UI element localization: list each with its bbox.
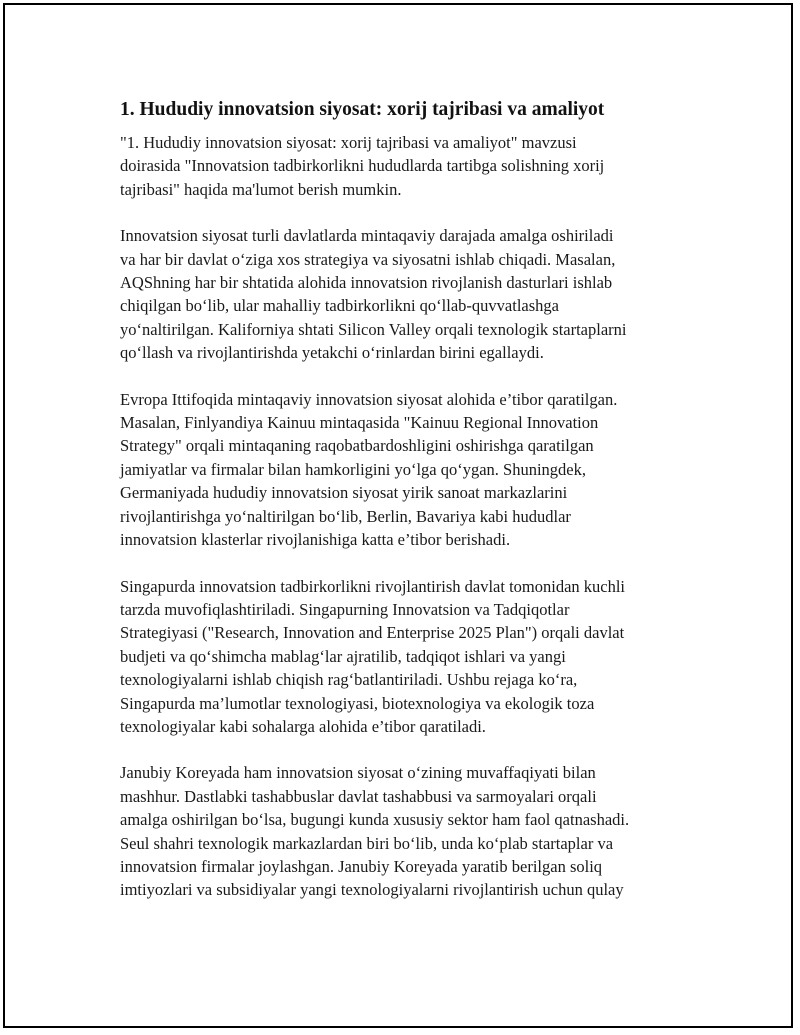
text-line: amalga oshirilgan bo‘lsa, bugungi kunda xususiy sektor ham faol qatnashadi. bbox=[120, 810, 630, 830]
document-content bbox=[120, 97, 695, 925]
text-line: texnologiyalarni ishlab chiqish rag‘batlantiriladi. Ushbu rejaga ko‘ra, bbox=[120, 670, 578, 690]
text-line: mashhur. Dastlabki tashabbuslar davlat tashabbusi va sarmoyalari orqali bbox=[120, 786, 597, 806]
paragraph-3 bbox=[120, 388, 695, 552]
text-line: Singapurda ma’lumotlar texnologiyasi, biotexnologiya va ekologik toza bbox=[120, 693, 595, 713]
text-line: rivojlantirishga yo‘naltirilgan bo‘lib, Berlin, Bavariya kabi hududlar bbox=[120, 506, 571, 526]
text-line: doirasida "Innovatsion tadbirkorlikni hududlarda tartibga solishning xorij bbox=[120, 156, 605, 176]
paragraph-1 bbox=[120, 131, 695, 201]
section-heading: 1. Hududiy innovatsion siyosat: xorij tajribasi va amaliyot bbox=[120, 99, 605, 120]
text-line: Innovatsion siyosat turli davlatlarda mintaqaviy darajada amalga oshiriladi bbox=[120, 226, 614, 246]
text-line: Janubiy Koreyada ham innovatsion siyosat o‘zining muvaffaqiyati bilan bbox=[120, 763, 596, 783]
paragraph-5 bbox=[120, 761, 695, 901]
paragraph-4 bbox=[120, 575, 695, 739]
text-line: tarzda muvofiqlashtiriladi. Singapurning Innovatsion va Tadqiqotlar bbox=[120, 599, 570, 619]
text-line: va har bir davlat o‘ziga xos strategiya va siyosatni ishlab chiqadi. Masalan, bbox=[120, 249, 616, 269]
text-line: jamiyatlar va firmalar bilan hamkorligini yo‘lga qo‘ygan. Shuningdek, bbox=[120, 459, 587, 479]
text-line: budjeti va qo‘shimcha mablag‘lar ajratilib, tadqiqot ishlari va yangi bbox=[120, 646, 566, 666]
text-line: Strategy" orqali mintaqaning raqobatbardoshligini oshirishga qaratilgan bbox=[120, 436, 594, 456]
text-line: Strategiyasi ("Research, Innovation and Enterprise 2025 Plan") orqali davlat bbox=[120, 623, 625, 643]
text-line: Masalan, Finlyandiya Kainuu mintaqasida "Kainuu Regional Innovation bbox=[120, 413, 599, 433]
text-line: Singapurda innovatsion tadbirkorlikni rivojlantirish davlat tomonidan kuchli bbox=[120, 576, 626, 596]
text-line: innovatsion klasterlar rivojlanishiga katta e’tibor berishadi. bbox=[120, 530, 511, 550]
text-line: yo‘naltirilgan. Kaliforniya shtati Silicon Valley orqali texnologik startaplarni bbox=[120, 319, 627, 339]
text-line: innovatsion firmalar joylashgan. Janubiy Koreyada yaratib berilgan soliq bbox=[120, 856, 603, 876]
text-line: chiqilgan bo‘lib, ular mahalliy tadbirkorlikni qo‘llab-quvvatlashga bbox=[120, 296, 559, 316]
text-line: imtiyozlari va subsidiyalar yangi texnologiyalarni rivojlantirish uchun qulay bbox=[120, 880, 624, 900]
document-page bbox=[3, 3, 793, 1028]
text-line: "1. Hududiy innovatsion siyosat: xorij tajribasi va amaliyot" mavzusi bbox=[120, 133, 577, 152]
paragraph-2 bbox=[120, 224, 695, 364]
text-line: AQShning har bir shtatida alohida innovatsion rivojlanish dasturlari ishlab bbox=[120, 273, 613, 293]
text-line: qo‘llash va rivojlantirishda yetakchi o‘rinlardan birini egallaydi. bbox=[120, 343, 544, 363]
text-line: Evropa Ittifoqida mintaqaviy innovatsion siyosat alohida e’tibor qaratilgan. bbox=[120, 389, 618, 409]
text-line: texnologiyalar kabi sohalarga alohida e’tibor qaratiladi. bbox=[120, 716, 486, 736]
text-line: tajribasi" haqida ma'lumot berish mumkin. bbox=[120, 179, 402, 199]
text-line: Seul shahri texnologik markazlardan biri bo‘lib, unda ko‘plab startaplar va bbox=[120, 833, 614, 853]
text-line: Germaniyada hududiy innovatsion siyosat yirik sanoat markazlarini bbox=[120, 483, 568, 503]
